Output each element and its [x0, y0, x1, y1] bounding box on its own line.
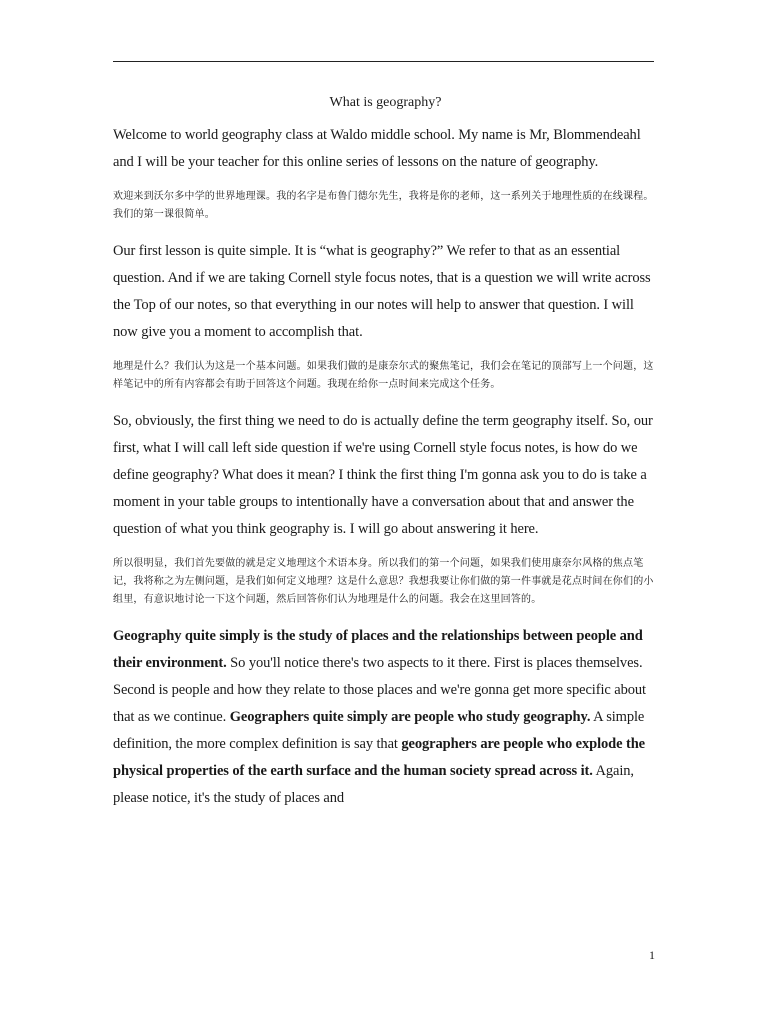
paragraph-3-chinese: 所以很明显，我们首先要做的就是定义地理这个术语本身。所以我们的第一个问题，如果我们使用康奈尔风格的焦点笔记，我将称之为左侧问题，是我们如何定义地理？这是什么意思？我想我要让你们做的第一件事就是花点时间在你们的小组里，有意识地讨论一下这个问题，然后回答你们认为地理是什么的问题。我会在这里回答的。 [113, 558, 654, 605]
document-title: What is geography? [329, 95, 442, 110]
definition-geographers-complex: geographers are people who explode the physical properties of the earth surface and the human society spread across it. [113, 736, 645, 779]
paragraph-2-chinese: 地理是什么？我们认为这是一个基本问题。如果我们做的是康奈尔式的聚焦笔记，我们会在笔记的顶部写上一个问题，这样笔记中的所有内容都会有助于回答这个问题。我现在给你一点时间来完成这个任务。 [113, 361, 654, 390]
paragraph-1-chinese: 欢迎来到沃尔多中学的世界地理课。我的名字是布鲁门德尔先生，我将是你的老师，这一系列关于地理性质的在线课程。我们的第一课很简单。 [113, 191, 654, 220]
definition-geography: Geography quite simply is the study of places and the relationships between people and their environment. [113, 628, 643, 671]
paragraph-4-text-2: A simple definition, the more complex definition is say that [113, 709, 645, 752]
paragraph-1-english: Welcome to world geography class at Waldo middle school. My name is Mr, Blommendeahl and I will be your teacher for this online series of lessons on the nature of geography. [113, 127, 641, 170]
paragraph-2-english: Our first lesson is quite simple. It is “what is geography?” We refer to that as an essential question. And if we are taking Cornell style focus notes, that is a question we will write across the Top of our notes, so that everything in our notes will help to answer that question. I will now give you a moment to accomplish that. [113, 243, 651, 340]
paragraph-4-text-1: So you'll notice there's two aspects to it there. First is places themselves. Second is people and how they relate to those places and we're gonna get more specific about that as we continue. [113, 655, 646, 725]
page-number: 1 [649, 948, 655, 962]
paragraph-3-english: So, obviously, the first thing we need to do is actually define the term geography itself. So, our first, what I will call left side question if we're using Cornell style focus notes, is how do we define geography? What does it mean? I think the first thing I'm gonna ask you to do is take a moment in your table groups to intentionally have a conversation about that and answer the question of what you think geography is. I will go about answering it here. [113, 413, 653, 537]
document-body [113, 88, 658, 824]
paragraph-4-english [113, 623, 658, 812]
paragraph-4-text-3: Again, please notice, it's the study of places and [113, 763, 634, 806]
definition-geographers: Geographers quite simply are people who study geography. [229, 709, 591, 725]
header-rule [113, 61, 654, 62]
